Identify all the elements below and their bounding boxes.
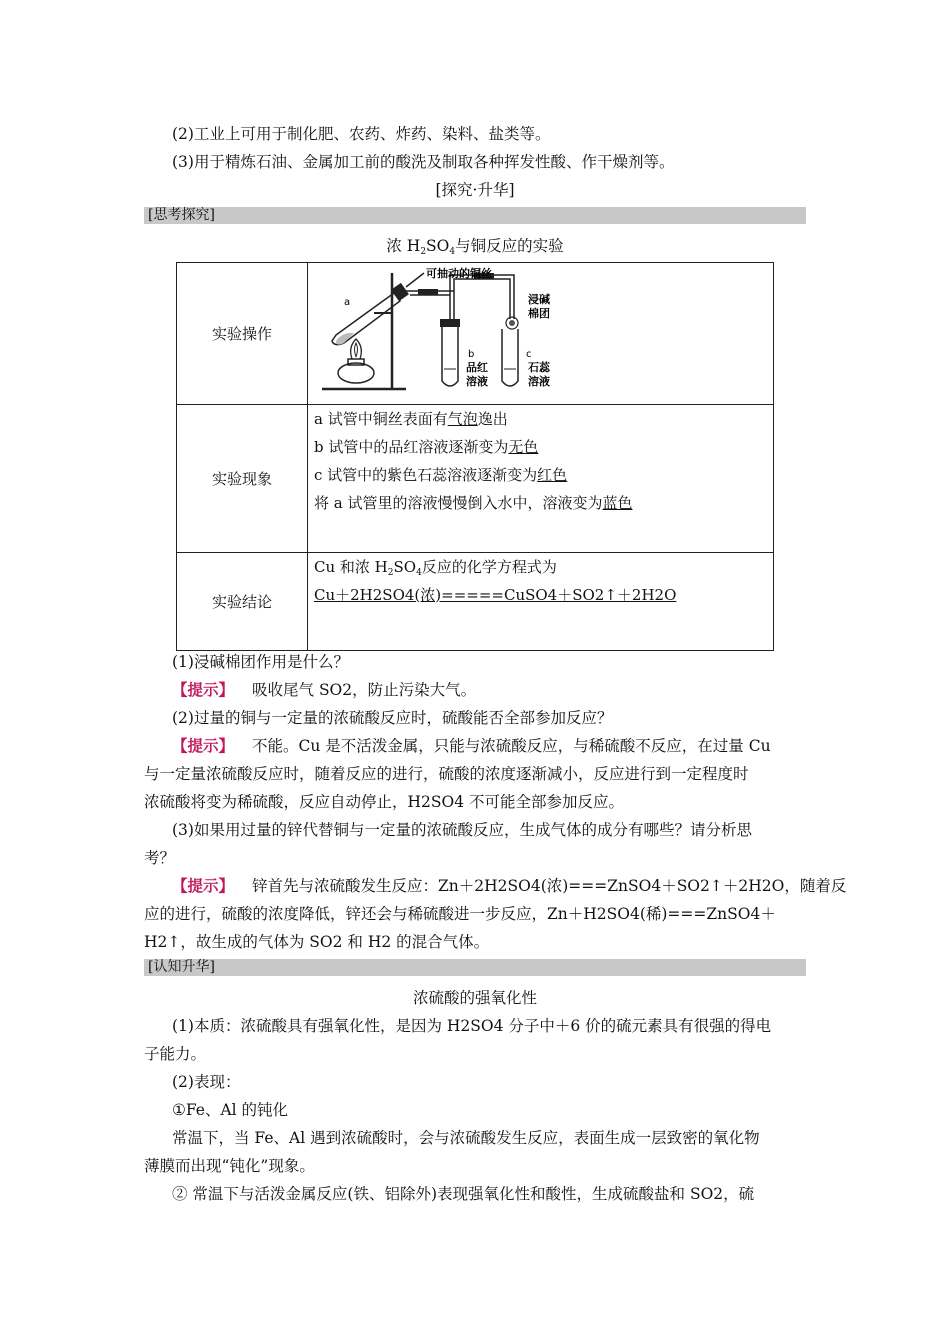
- phen-line-1: a 试管中铜丝表面有气泡逸出: [314, 410, 508, 428]
- question-3-line-2: 考？: [144, 849, 176, 867]
- hint-label: 【提示】: [172, 736, 235, 755]
- concl-label: 实验结论: [177, 553, 308, 651]
- hint-label: 【提示】: [172, 876, 235, 895]
- know-p2: (2)表现：: [172, 1073, 241, 1091]
- experiment-table: [176, 262, 774, 651]
- question-1: (1)浸碱棉团作用是什么？: [172, 653, 349, 671]
- section-heading: [探究·升华]: [435, 181, 515, 199]
- phen-line-2: b 试管中的品红溶液逐渐变为无色: [314, 438, 539, 456]
- use-3-text: (3)用于精炼石油、金属加工前的酸洗及制取各种挥发性酸、作干燥剂等。: [172, 153, 675, 171]
- answer-3-line-1: 【提示】 锌首先与浓硫酸发生反应：Zn＋2H2SO4(浓)===ZnSO4＋SO2↑＋2H2O，随着反: [172, 876, 847, 895]
- apparatus-cell: [308, 263, 774, 405]
- answer-3-line-3: H2↑，故生成的气体为 SO2 和 H2 的混合气体。: [144, 933, 490, 951]
- handle-label: 可抽动的铜丝: [426, 267, 492, 280]
- know-p1-line-1: (1)本质：浓硫酸具有强氧化性，是因为 H2SO4 分子中＋6 价的硫元素具有很强的得电: [172, 1017, 772, 1035]
- know-p4-line-2: 薄膜而出现“钝化”现象。: [144, 1157, 315, 1175]
- pinhong-label-2: 溶液: [466, 375, 488, 388]
- shirui-label-1: 石蕊: [528, 361, 550, 374]
- answer-1: 【提示】 吸收尾气 SO2，防止污染大气。: [172, 680, 477, 699]
- phen-line-3: c 试管中的紫色石蕊溶液逐渐变为红色: [314, 466, 568, 484]
- think-explore-bar: [思考探究]: [144, 207, 806, 224]
- pinhong-label-1: 品红: [466, 361, 488, 374]
- know-upgrade-bar: [认知升华]: [144, 959, 806, 976]
- answer-3-line-2: 应的进行，硫酸的浓度降低，锌还会与稀硫酸进一步反应，Zn＋H2SO4(稀)===ZnSO4＋: [144, 905, 776, 923]
- concl-cell: [308, 553, 774, 651]
- cotton-label-1: 浸碱: [528, 293, 550, 306]
- concl-line-1: Cu 和浓 $H_2SO_4$反应的化学方程式为: [314, 558, 557, 578]
- use-2-text: (2)工业上可用于制化肥、农药、炸药、染料、盐类等。: [172, 125, 551, 143]
- tube-c-label: c: [526, 349, 532, 360]
- phen-line-4: 将 a 试管里的溶液慢慢倒入水中，溶液变为蓝色: [314, 494, 633, 512]
- answer-2-line-3: 浓硫酸将变为稀硫酸，反应自动停止，H2SO4 不可能全部参加反应。: [144, 793, 624, 811]
- know-p3: ①Fe、Al 的钝化: [172, 1101, 289, 1119]
- shirui-label-2: 溶液: [528, 375, 550, 388]
- answer-2-line-1: 【提示】 不能。Cu 是不活泼金属，只能与浓硫酸反应，与稀硫酸不反应，在过量 Cu: [172, 736, 771, 755]
- apparatus-diagram: [314, 263, 574, 403]
- hint-label: 【提示】: [172, 680, 235, 699]
- know-p5: ② 常温下与活泼金属反应(铁、铝除外)表现强氧化性和酸性，生成硫酸盐和 SO2，硫: [172, 1185, 755, 1203]
- answer-2-line-2: 与一定量浓硫酸反应时，随着反应的进行，硫酸的浓度逐渐减小，反应进行到一定程度时: [144, 765, 749, 783]
- question-3-line-1: (3)如果用过量的锌代替铜与一定量的浓硫酸反应，生成气体的成分有哪些？请分析思: [172, 821, 752, 839]
- question-2: (2)过量的铜与一定量的浓硫酸反应时，硫酸能否全部参加反应？: [172, 709, 613, 727]
- tube-a-label: a: [344, 297, 351, 308]
- table-title: 浓 $H_2SO_4$与铜反应的实验: [386, 237, 564, 257]
- op-label: 实验操作: [177, 263, 308, 405]
- know-p1-line-2: 子能力。: [144, 1045, 207, 1063]
- phen-cell: [308, 405, 774, 553]
- know-title: 浓硫酸的强氧化性: [412, 989, 537, 1007]
- concl-equation: Cu＋2H2SO4(浓)=====CuSO4＋SO2↑＋2H2O: [314, 586, 677, 604]
- phen-label: 实验现象: [177, 405, 308, 553]
- know-p4-line-1: 常温下，当 Fe、Al 遇到浓硫酸时，会与浓硫酸发生反应，表面生成一层致密的氧化物: [172, 1129, 760, 1147]
- cotton-label-2: 棉团: [528, 307, 550, 320]
- tube-b-label: b: [468, 349, 475, 360]
